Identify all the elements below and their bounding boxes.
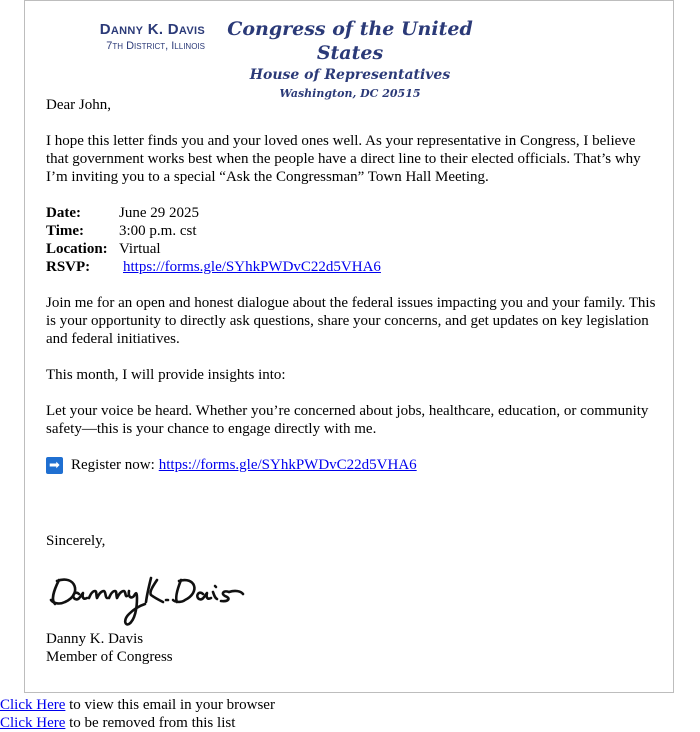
signature-block	[46, 630, 173, 666]
salutation: Dear John,	[46, 97, 111, 113]
insights-paragraph: This month, I will provide insights into:	[46, 367, 286, 383]
letter-container	[24, 0, 674, 693]
congress-title: Congress of the United States	[227, 18, 473, 64]
date-row	[46, 204, 661, 222]
time-label: Time:	[46, 223, 85, 239]
location-value: Virtual	[119, 241, 161, 257]
signature-image	[45, 564, 250, 630]
time-value: 3:00 p.m. cst	[119, 223, 197, 239]
closing: Sincerely,	[46, 533, 106, 549]
view-in-browser-row	[0, 696, 275, 714]
unsubscribe-row	[0, 714, 275, 732]
unsubscribe-link[interactable]: Click Here	[0, 715, 66, 731]
date-label: Date:	[46, 205, 81, 221]
dialogue-paragraph: Join me for an open and honest dialogue about the federal issues impacting you and your family. This is your opportunity to directly ask questions, share your concerns, and get updates on key legislation and federal initiatives.	[46, 295, 656, 347]
rep-name: Danny K. Davis	[99, 21, 205, 38]
rsvp-row	[46, 258, 661, 276]
rsvp-label: RSVP:	[46, 259, 91, 275]
location-row	[46, 240, 661, 258]
register-row	[46, 456, 661, 474]
signer-title: Member of Congress	[46, 649, 173, 665]
date-value: June 29 2025	[119, 205, 199, 221]
register-link[interactable]: https://forms.gle/SYhkPWDvC22d5VHA6	[158, 457, 417, 473]
signer-name: Danny K. Davis	[46, 631, 144, 647]
rep-district: 7th District, Illinois	[106, 40, 205, 52]
letterhead-right	[215, 17, 485, 103]
rsvp-link[interactable]: https://forms.gle/SYhkPWDvC22d5VHA6	[123, 259, 381, 275]
letterhead-left	[75, 21, 205, 53]
location-label: Location:	[46, 241, 108, 257]
house-title: House of Representatives	[249, 67, 451, 83]
time-row	[46, 222, 661, 240]
voice-paragraph: Let your voice be heard. Whether you’re concerned about jobs, healthcare, education, or community safety—this is your chance to engage directly with me.	[46, 403, 649, 437]
email-footer	[0, 696, 275, 732]
intro-paragraph: I hope this letter finds you and your loved ones well. As your representative in Congress, I believe that government works best when the people have a direct line to their elected officials. That’s why I’m inviting you to a special “Ask the Congressman” Town Hall Meeting.	[46, 133, 641, 185]
view-in-browser-text: to view this email in your browser	[65, 697, 275, 713]
view-in-browser-link[interactable]: Click Here	[0, 697, 66, 713]
dc-address: Washington, DC 20515	[279, 87, 421, 100]
right-arrow-icon: ➡	[46, 457, 63, 474]
event-details	[46, 204, 661, 276]
register-label: Register now:	[71, 457, 155, 473]
unsubscribe-text: to be removed from this list	[65, 715, 236, 731]
letter-body	[46, 96, 661, 474]
